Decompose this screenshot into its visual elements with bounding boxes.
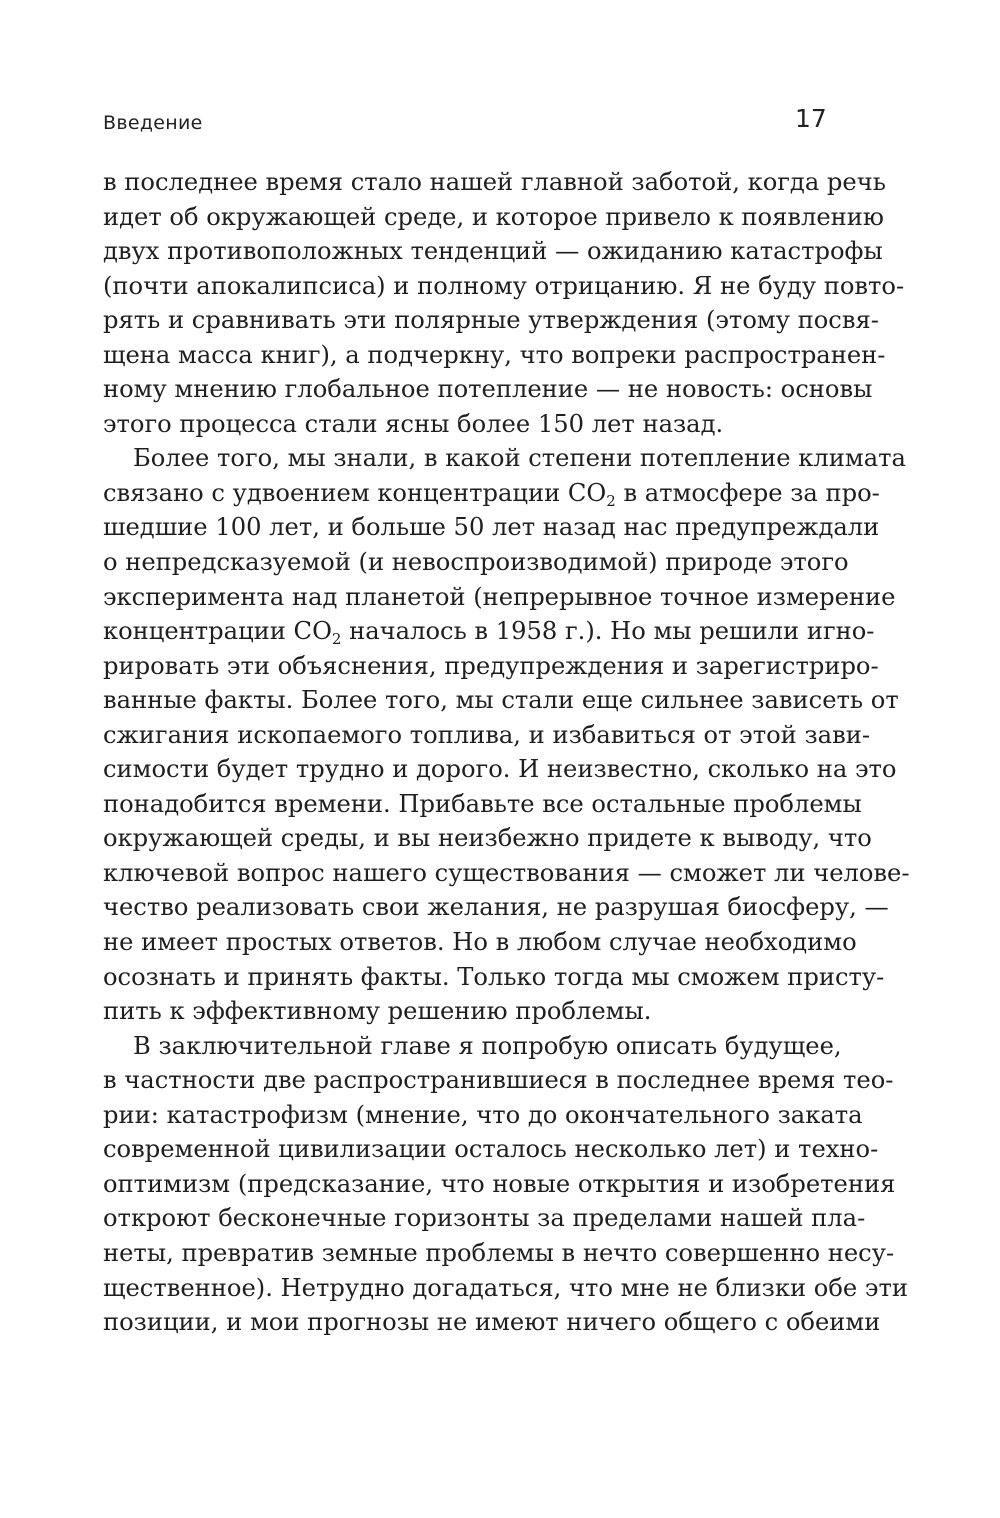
text-line: пить к эффективному решению проблемы. [103, 997, 652, 1026]
text-line: осознать и принять факты. Только тогда мы сможем присту- [103, 962, 885, 991]
text-line: в последнее время стало нашей главной заботой, когда речь [103, 168, 886, 196]
text-line: оптимизм (предсказание, что новые открытия и изобретения [103, 1169, 896, 1198]
page-number: 17 [795, 104, 827, 133]
text-line: щественное). Нетрудно догадаться, что мне не близки обе эти [103, 1273, 908, 1302]
text-fragment: началось в 1958 г.). Но мы решили игно- [341, 617, 875, 646]
text-line: чество реализовать свои желания, не разрушая биосферу, — [103, 893, 889, 922]
text-line: окружающей среды, и вы неизбежно придете к выводу, что [103, 824, 872, 853]
text-line: современной цивилизации осталось несколько лет) и техно- [103, 1135, 879, 1164]
text-line: двух противоположных тенденций — ожиданию катастрофы [103, 237, 883, 266]
text-line: В заключительной главе я попробую описать будущее, [133, 1031, 842, 1060]
text-line: рии: катастрофизм (мнение, что до окончательного заката [103, 1100, 863, 1129]
text-line: откроют бесконечные горизонты за пределами нашей пла- [103, 1204, 866, 1233]
text-line [103, 614, 875, 649]
text-line: симости будет трудно и дорого. И неизвестно, сколько на это [103, 755, 897, 784]
text-line: Более того, мы знали, в какой степени потепление климата [133, 444, 906, 473]
text-fragment: связано с удвоением концентрации CO [103, 478, 607, 507]
text-line: сжигания ископаемого топлива, и избавиться от этой зави- [103, 720, 871, 749]
text-line: этого процесса стали ясны более 150 лет назад. [103, 409, 724, 438]
text-line: рировать эти объяснения, предупреждения и зарегистриро- [103, 651, 879, 680]
text-line: ключевой вопрос нашего существования — сможет ли челове- [103, 858, 910, 887]
text-line: понадобится времени. Прибавьте все остальные проблемы [103, 789, 862, 818]
running-head: Введение [103, 112, 203, 134]
text-line: позиции, и мои прогнозы не имеют ничего общего с обеими [103, 1308, 881, 1337]
paragraph-1 [103, 165, 905, 441]
text-line: (почти апокалипсиса) и полному отрицанию. Я не буду повто- [103, 271, 905, 300]
text-line: ному мнению глобальное потепление — не новость: основы [103, 375, 873, 404]
text-line: о непредсказуемой (и невоспроизводимой) природе этого [103, 548, 849, 577]
text-line: щена масса книг), а подчеркну, что вопреки распространен- [103, 340, 886, 369]
text-line [103, 476, 880, 511]
text-line: рять и сравнивать эти полярные утверждения (этому посвя- [103, 306, 879, 335]
subscript: 2 [331, 630, 342, 649]
subscript: 2 [606, 491, 616, 510]
text-line: ванные факты. Более того, мы стали еще сильнее зависеть от [103, 686, 899, 715]
paragraph-2 [103, 441, 910, 1028]
text-line: эксперимента над планетой (непрерывное точное измерение [103, 582, 896, 611]
text-fragment: в атмосфере за про- [615, 478, 880, 507]
text-fragment: концентрации CO [103, 617, 332, 646]
text-line: идет об окружающей среде, и которое привело к появлению [103, 202, 884, 231]
text-line: не имеет простых ответов. Но в любом случае необходимо [103, 928, 857, 957]
body-text [103, 165, 910, 1340]
paragraph-3 [103, 1029, 908, 1340]
text-line: неты, превратив земные проблемы в нечто совершенно несу- [103, 1238, 895, 1267]
text-line: шедшие 100 лет, и больше 50 лет назад нас предупреждали [103, 513, 880, 542]
text-line: в частности две распространившиеся в последнее время тео- [103, 1066, 894, 1095]
